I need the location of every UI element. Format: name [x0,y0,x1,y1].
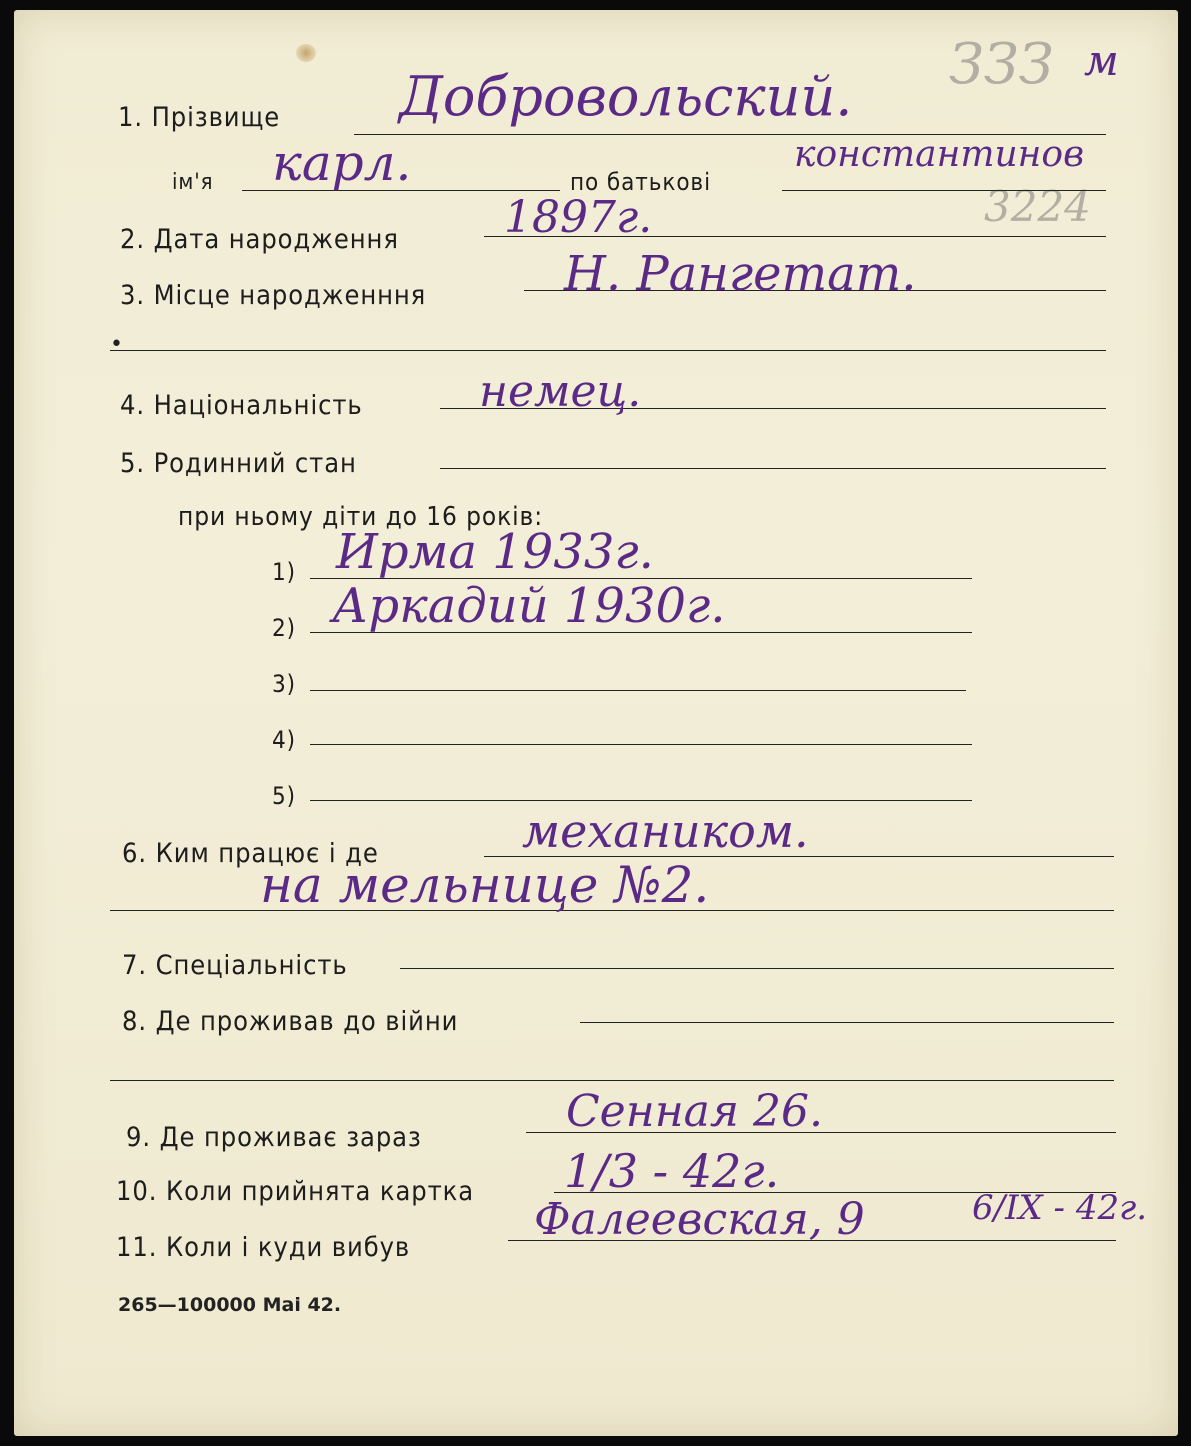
marital-status-line [440,468,1106,469]
child-2-entry: Аркадий 1930г. [332,578,726,634]
patronymic-line [782,190,1106,191]
current-residence-label: 9. Де проживає зараз [126,1122,422,1153]
child-3-line [310,690,966,691]
child-5-line [310,800,972,801]
surname-label: 1. Прізвище [118,102,281,133]
specialty-line [400,968,1114,969]
corner-mark: м [1084,36,1119,85]
departure-date-entry: 6/IX - 42г. [972,1188,1148,1228]
current-residence-entry: Сенная 26. [566,1086,823,1137]
card-date-entry: 1/3 - 42г. [564,1144,780,1198]
child-1-entry: Ирма 1933г. [336,524,654,580]
specialty-label: 7. Спеціальність [122,950,348,981]
name-entry: карл. [272,134,412,192]
card-date-label: 10. Коли прийнята картка [116,1176,475,1207]
birth-place-label: 3. Місце народженння [120,280,427,311]
prewar-residence-line [580,1022,1114,1023]
prewar-residence-label: 8. Де проживав до війни [122,1006,459,1037]
departure-label: 11. Коли і куди вибув [116,1232,411,1263]
record-card [14,10,1178,1436]
birth-place-entry: Н. Рангетат. [564,246,917,302]
departure-place-entry: Фалеевская, 9 [534,1194,865,1245]
work-entry-1: механиком. [522,804,809,858]
child-3-number: 3) [272,670,296,698]
birth-date-label: 2. Дата народження [120,224,399,255]
pencil-mark-top: ЗЗЗ [949,32,1054,97]
nationality-entry: немец. [479,366,642,417]
child-1-number: 1) [272,558,296,586]
name-label: ім'я [172,170,214,195]
birth-place-continuation-line [110,350,1106,351]
patronymic-label: по батькові [570,168,711,196]
nationality-label: 4. Національність [120,390,363,421]
surname-entry: Добровольский. [399,65,853,128]
child-2-number: 2) [272,614,296,642]
child-4-line [310,744,972,745]
work-label: 6. Ким працює і де [122,838,379,869]
patronymic-entry: константинов [794,134,1085,175]
paper-stain [296,44,316,62]
ink-mark: • [110,332,123,357]
printer-footer: 265—100000 Mai 42. [118,1294,342,1316]
work-entry-2: на мельнице №2. [260,856,710,914]
children-label: при ньому діти до 16 років: [178,502,544,532]
child-4-number: 4) [272,726,296,754]
pencil-number: 3224 [984,182,1091,231]
child-5-number: 5) [272,782,296,810]
prewar-residence-continuation-line [110,1080,1114,1081]
marital-status-label: 5. Родинний стан [120,448,357,479]
birth-date-entry: 1897г. [504,192,653,243]
